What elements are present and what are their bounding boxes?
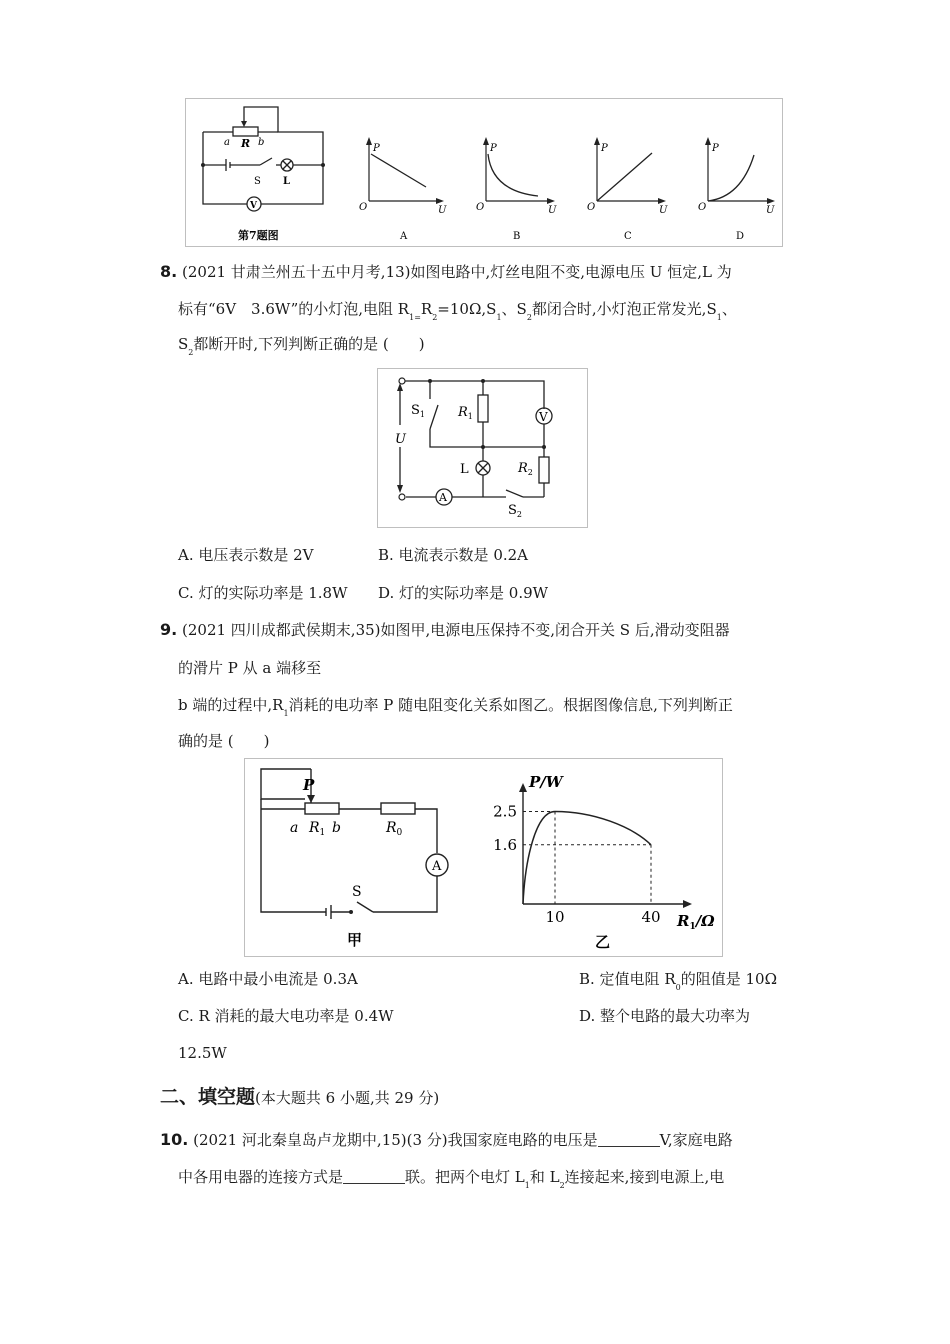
q9-option-b[interactable] bbox=[579, 969, 777, 998]
q9-fig-r0: $R_0$ bbox=[386, 820, 403, 838]
fig7-graph-c bbox=[587, 137, 668, 242]
fig7-d-origin: O bbox=[698, 202, 707, 213]
q8-sub-5: 1 bbox=[716, 313, 722, 322]
q8-option-c[interactable]: C. 灯的实际功率是 1.8W bbox=[178, 584, 348, 602]
q8-text-2f: 、 bbox=[721, 300, 737, 318]
q8-fig-r2: $R_2$ bbox=[518, 461, 533, 477]
fig7-label-s: S bbox=[254, 176, 261, 187]
q10-text-1a: (2021 河北秦皇岛卢龙期中,15)(3 分)我国家庭电路的电压是 bbox=[193, 1131, 598, 1149]
q10-text-2b: 联。把两个电灯 L bbox=[405, 1168, 525, 1186]
q10-sub-1: 1 bbox=[524, 1181, 530, 1190]
q9-option-d-continued: 12.5W bbox=[178, 1044, 227, 1062]
q9-sub-1: 1 bbox=[283, 709, 289, 718]
q8-sub-6: 2 bbox=[188, 348, 194, 357]
q8-fig-ammeter: A bbox=[439, 491, 447, 504]
fig7-b-origin: O bbox=[476, 202, 485, 213]
fig7-label-l: L bbox=[283, 176, 291, 187]
section-2-title: 二、填空题 bbox=[160, 1086, 256, 1108]
q8-option-a[interactable]: A. 电压表示数是 2V bbox=[178, 546, 314, 564]
q9-graph-xlabel: $R_1/\Omega$ bbox=[677, 912, 715, 932]
fig7-d-axis-u: U bbox=[766, 205, 775, 216]
fig7-a-axis-p: P bbox=[373, 143, 380, 154]
q8-fig-r1: $R_1$ bbox=[458, 405, 473, 421]
q10-text-2a: 中各用电器的连接方式是 bbox=[178, 1168, 344, 1186]
q9-graph-guides bbox=[523, 812, 651, 905]
fig7-caption: 第7题图 bbox=[238, 229, 279, 242]
figure-q9-svg bbox=[245, 759, 722, 956]
q8-sub-4: 2 bbox=[526, 313, 532, 322]
q8-option-b[interactable]: B. 电流表示数是 0.2A bbox=[378, 546, 529, 564]
q9-line-3 bbox=[178, 695, 733, 724]
q9-graph bbox=[493, 773, 715, 951]
fig7-graph-d bbox=[698, 137, 775, 242]
q8-text-2b: R bbox=[420, 300, 433, 318]
fig7-label-v: V bbox=[250, 201, 257, 211]
q8-line-1 bbox=[160, 262, 732, 282]
q9-option-b-sub: 0 bbox=[675, 983, 681, 992]
fig7-option-a: A bbox=[400, 231, 408, 242]
fig7-graph-b bbox=[476, 137, 557, 242]
q8-text-3b: 都断开时,下列判断正确的是 ( ) bbox=[193, 335, 425, 353]
fig7-label-r: R bbox=[241, 137, 251, 150]
q9-option-c[interactable]: C. R 消耗的最大电功率是 0.4W bbox=[178, 1007, 394, 1025]
q9-option-d[interactable]: D. 整个电路的最大功率为 bbox=[579, 1007, 751, 1025]
fig7-option-d: D bbox=[736, 231, 745, 242]
fig7-a-origin: O bbox=[359, 202, 368, 213]
q10-blank-2[interactable] bbox=[343, 1168, 405, 1184]
q9-graph-xtick-10: 10 bbox=[545, 908, 565, 926]
fig7-c-axis-p: P bbox=[601, 143, 608, 154]
q10-text-2c: 和 L bbox=[529, 1168, 560, 1186]
q10-line-1 bbox=[160, 1130, 733, 1150]
q10-text-2d: 连接起来,接到电源上,电 bbox=[564, 1168, 725, 1186]
fig7-option-b: B bbox=[513, 231, 521, 242]
q8-fig-s2: $S_2$ bbox=[508, 503, 522, 519]
q10-text-1b: V,家庭电路 bbox=[659, 1131, 733, 1149]
q8-option-d[interactable]: D. 灯的实际功率是 0.9W bbox=[378, 584, 549, 602]
q8-fig-voltmeter: V bbox=[539, 410, 548, 424]
q9-fig-caption-jia: 甲 bbox=[347, 931, 363, 949]
figure-q7-svg bbox=[186, 99, 782, 246]
figure-q8 bbox=[377, 368, 588, 528]
q8-text-1: (2021 甘肃兰州五十五中月考,13)如图电路中,灯丝电阻不变,电源电压 U 恒定,L 为 bbox=[182, 263, 732, 281]
fig7-b-axis-p: P bbox=[490, 143, 497, 154]
q9-text-3b: 消耗的电功率 P 随电阻变化关系如图乙。根据图像信息,下列判断正 bbox=[288, 696, 733, 714]
section-2-header bbox=[160, 1084, 439, 1111]
q10-line-2 bbox=[178, 1167, 724, 1196]
figure-q9 bbox=[244, 758, 723, 957]
q8-text-2c: =10Ω,S bbox=[437, 300, 497, 318]
q8-sub-2: 2 bbox=[432, 313, 438, 322]
q9-text-3a: b 端的过程中,R bbox=[178, 696, 284, 714]
q9-line-4: 确的是 ( ) bbox=[178, 732, 270, 750]
q9-number: 9. bbox=[160, 620, 178, 639]
fig7-c-axis-u: U bbox=[659, 205, 668, 216]
fig7-graph-a bbox=[359, 137, 447, 242]
q9-text-1: (2021 四川成都武侯期末,35)如图甲,电源电压保持不变,闭合开关 S 后,滑动变阻器 bbox=[182, 621, 730, 639]
q10-number: 10. bbox=[160, 1130, 189, 1149]
q8-fig-u: U bbox=[395, 432, 406, 447]
q9-fig-caption-yi: 乙 bbox=[595, 933, 611, 951]
q8-sub-3: 1 bbox=[496, 313, 502, 322]
fig7-c-origin: O bbox=[587, 202, 596, 213]
q9-graph-curve bbox=[523, 812, 651, 905]
q9-fig-r1: $R_1$ bbox=[309, 820, 326, 838]
q8-text-2e: 都闭合时,小灯泡正常发光,S bbox=[531, 300, 717, 318]
q8-number: 8. bbox=[160, 262, 178, 281]
figure-q7 bbox=[185, 98, 783, 247]
section-2-note: (本大题共 6 小题,共 29 分) bbox=[255, 1089, 440, 1107]
q9-fig-a: a bbox=[290, 820, 299, 836]
fig7-label-a: a bbox=[224, 137, 230, 148]
q10-sub-2: 2 bbox=[559, 1181, 565, 1190]
q9-option-b-text-a: B. 定值电阻 R bbox=[579, 970, 676, 988]
q8-text-3a: S bbox=[178, 335, 189, 353]
q8-text-2d: 、S bbox=[501, 300, 527, 318]
q9-graph-ytick-1-6: 1.6 bbox=[493, 835, 517, 854]
fig7-label-b: b bbox=[258, 137, 265, 148]
q8-fig-s1: $S_1$ bbox=[411, 403, 425, 419]
q10-blank-1[interactable] bbox=[598, 1131, 660, 1147]
q9-graph-x-arrow bbox=[683, 900, 692, 908]
q8-line-2 bbox=[178, 299, 737, 328]
q9-option-a[interactable]: A. 电路中最小电流是 0.3A bbox=[178, 970, 358, 988]
fig7-b-axis-u: U bbox=[548, 205, 557, 216]
q9-graph-ytick-2-5: 2.5 bbox=[493, 802, 517, 821]
q9-graph-xtick-40: 40 bbox=[641, 908, 661, 926]
q9-graph-y-arrow bbox=[519, 783, 527, 792]
q8-fig-l: L bbox=[460, 462, 469, 477]
q9-graph-ylabel: P/W bbox=[529, 773, 563, 791]
q8-line-3 bbox=[178, 334, 425, 363]
q9-line-1 bbox=[160, 620, 730, 640]
q9-option-b-text-b: 的阻值是 10Ω bbox=[680, 970, 778, 988]
q8-sub-1: 1= bbox=[409, 313, 421, 322]
q9-fig-s: S bbox=[352, 884, 362, 900]
q9-fig-b: b bbox=[332, 820, 341, 836]
fig7-option-c: C bbox=[624, 231, 632, 242]
fig7-d-axis-p: P bbox=[712, 143, 719, 154]
fig7-a-axis-u: U bbox=[438, 205, 447, 216]
q9-line-2: 的滑片 P 从 a 端移至 bbox=[178, 659, 322, 677]
q9-fig-ammeter: A bbox=[432, 859, 442, 874]
figure-q8-svg bbox=[378, 369, 587, 527]
q8-text-2a: 标有“6V 3.6W”的小灯泡,电阻 R bbox=[178, 300, 410, 318]
q9-fig-p: P bbox=[303, 776, 315, 794]
